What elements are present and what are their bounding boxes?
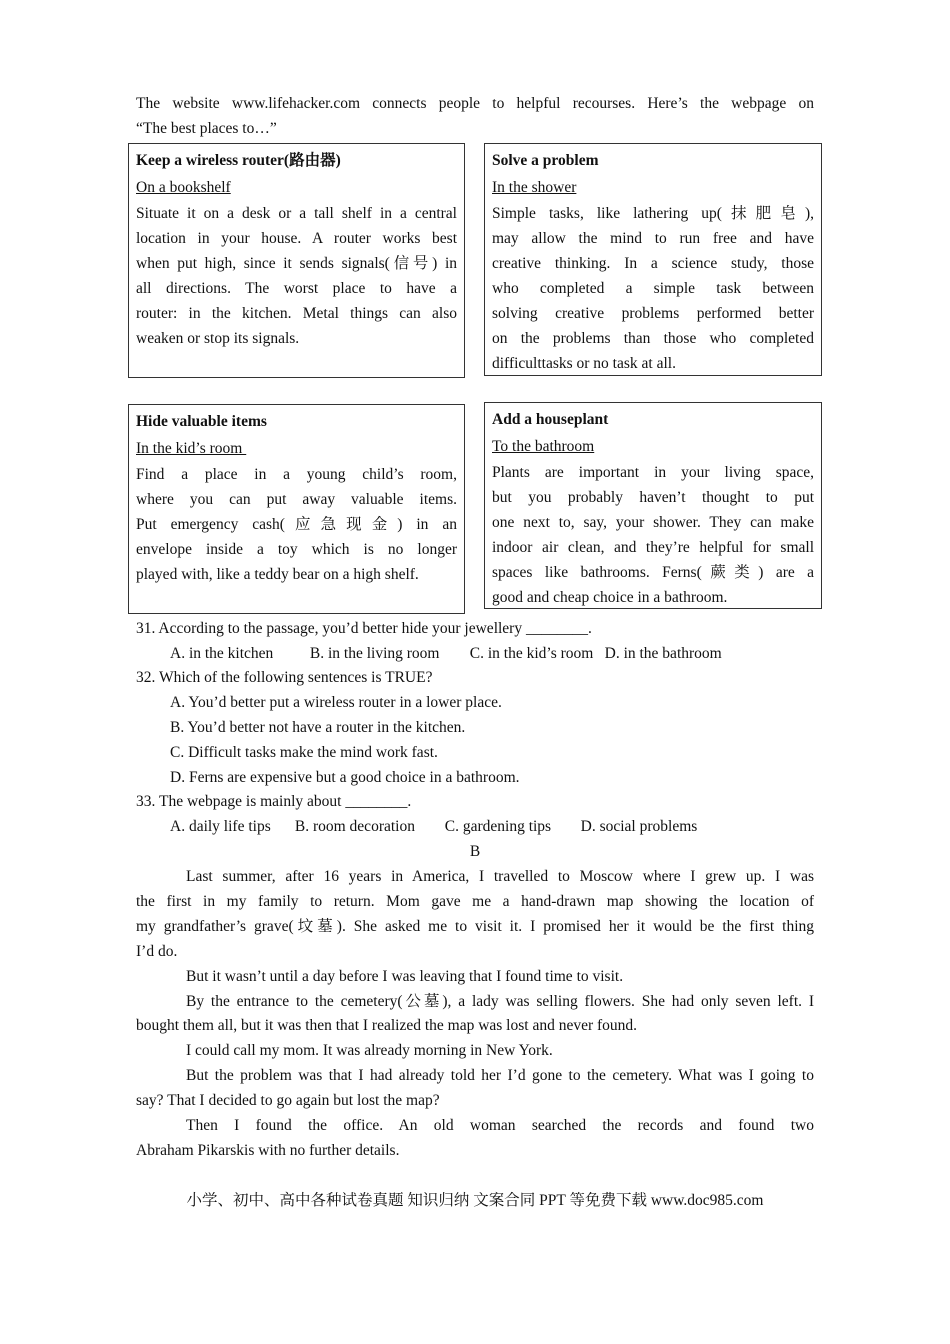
problem-tip-title: Solve a problem (492, 152, 599, 169)
houseplant-tip-subtitle: To the bathroom (492, 438, 595, 455)
question-31-options (170, 641, 722, 666)
passage-b-line: But it wasn’t until a day before I was leaving that I found time to visit. (186, 968, 624, 985)
question-33-option-c: C. gardening tips (444, 818, 552, 835)
question-31-stem: 31. According to the passage, you’d better hide your jewellery ________. (136, 620, 592, 637)
problem-tip-subtitle: In the shower (492, 179, 577, 196)
question-33-options (170, 814, 697, 839)
passage-b-line: Last summer, after 16 years in America, I travelled to Moscow where I grew up. I was (186, 868, 814, 885)
valuables-tip-line: envelope inside a toy which is no longer (136, 541, 457, 558)
problem-tip-line: Simple tasks, like lathering up(抹肥皂), (492, 205, 814, 222)
question-33-stem: 33. The webpage is mainly about ________. (136, 793, 412, 810)
valuables-tip-line: where you can put away valuable items. (136, 491, 457, 508)
houseplant-tip-box (484, 402, 822, 609)
intro-line-2: “The best places to…” (136, 120, 277, 137)
question-32-option-c: C. Difficult tasks make the mind work fast. (170, 744, 438, 761)
passage-b-line: I could call my mom. It was already morning in New York. (186, 1042, 553, 1059)
question-32-option-a: A. You’d better put a wireless router in a lower place. (170, 694, 502, 711)
question-33-option-a: A. daily life tips (170, 818, 271, 835)
passage-b-line: Abraham Pikarskis with no further details. (136, 1142, 400, 1159)
question-32-stem: 32. Which of the following sentences is TRUE? (136, 669, 433, 686)
question-32-option-b: B. You’d better not have a router in the kitchen. (170, 719, 466, 736)
valuables-tip-subtitle: In the kid’s room (136, 440, 247, 457)
problem-tip-line: on the problems than those who completed (492, 330, 814, 347)
valuables-tip-line: Find a place in a young child’s room, (136, 466, 457, 483)
question-33-option-d: D. social problems (580, 818, 698, 835)
passage-b-line: the first in my family to return. Mom gave me a hand-drawn map showing the location of (136, 893, 814, 910)
passage-b-line: Then I found the office. An old woman searched the records and found two (186, 1117, 814, 1134)
router-tip-line: Situate it on a desk or a tall shelf in a central (136, 205, 457, 222)
passage-b-line: By the entrance to the cemetery(公墓), a lady was selling flowers. She had only seven left. I (186, 993, 814, 1010)
houseplant-tip-title: Add a houseplant (492, 411, 609, 428)
question-31-option-a: A. in the kitchen (170, 645, 274, 662)
router-tip-line: weaken or stop its signals. (136, 330, 300, 347)
passage-b-line: I’d do. (136, 943, 178, 960)
valuables-tip-line: played with, like a teddy bear on a high shelf. (136, 566, 419, 583)
problem-tip-line: who completed a simple task between (492, 280, 814, 297)
houseplant-tip-line: indoor air clean, and they’re helpful for small (492, 539, 814, 556)
problem-tip-line: may allow the mind to run free and have (492, 230, 814, 247)
router-tip-line: location in your house. A router works best (136, 230, 457, 247)
question-33-option-b: B. room decoration (294, 818, 415, 835)
question-32-option-d: D. Ferns are expensive but a good choice in a bathroom. (170, 769, 520, 786)
valuables-tip-title: Hide valuable items (136, 413, 267, 430)
passage-b-line: bought them all, but it was then that I realized the map was lost and never found. (136, 1017, 638, 1034)
houseplant-tip-line: spaces like bathrooms. Ferns(蕨类) are a (492, 564, 814, 581)
problem-tip-line: difficulttasks or no task at all. (492, 355, 676, 372)
question-31-option-c: C. in the kid’s room (469, 645, 594, 662)
valuables-tip-box (128, 404, 465, 614)
passage-b-line: my grandfather’s grave(坟墓). She asked me to visit it. I promised her it would be the first thing (136, 918, 814, 935)
problem-tip-box (484, 143, 822, 376)
page-footer: 小学、初中、高中各种试卷真题 知识归纳 文案合同 PPT 等免费下载 www.doc985.com (186, 1192, 764, 1209)
houseplant-tip-line: Plants are important in your living space, (492, 464, 814, 481)
router-tip-box (128, 143, 465, 378)
houseplant-tip-line: but you probably haven’t thought to put (492, 489, 814, 506)
problem-tip-line: creative thinking. In a science study, those (492, 255, 814, 272)
router-tip-line: all directions. The worst place to have a (136, 280, 457, 297)
question-31-option-b: B. in the living room (309, 645, 440, 662)
intro-line-1: The website www.lifehacker.com connects people to helpful recourses. Here’s the webpage on (136, 95, 814, 112)
houseplant-tip-line: one next to, say, your shower. They can make (492, 514, 814, 531)
problem-tip-line: solving creative problems performed better (492, 305, 814, 322)
passage-b-heading: B (469, 843, 481, 860)
passage-b-line: But the problem was that I had already told her I’d gone to the cemetery. What was I going to (186, 1067, 814, 1084)
valuables-tip-line: Put emergency cash(应急现金) in an (136, 516, 457, 533)
question-31-option-d: D. in the bathroom (604, 645, 722, 662)
houseplant-tip-line: good and cheap choice in a bathroom. (492, 589, 728, 606)
router-tip-subtitle: On a bookshelf (136, 179, 231, 196)
router-tip-title: Keep a wireless router(路由器) (136, 152, 341, 169)
passage-b-line: say? That I decided to go again but lost the map? (136, 1092, 440, 1109)
router-tip-line: router: in the kitchen. Metal things can also (136, 305, 457, 322)
router-tip-line: when put high, since it sends signals(信号) in (136, 255, 457, 272)
